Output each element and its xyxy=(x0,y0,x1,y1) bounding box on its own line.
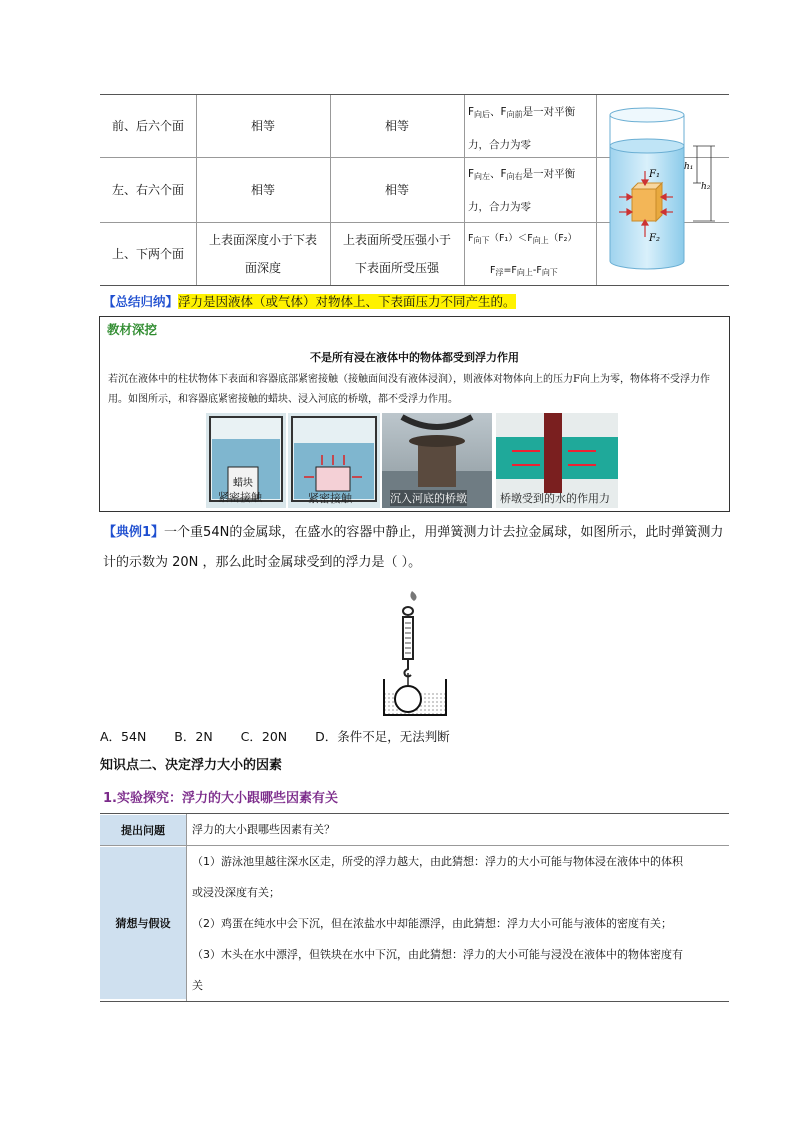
photo-caption: 桥墩受到的水的作用力 xyxy=(500,492,610,505)
example-text: 一个重54N的金属球，在盛水的容器中静止，用弹簧测力计去拉金属球，如图所示，此时弹簧测力计的示数为 20N ，那么此时金属球受到的浮力是（ ）。 xyxy=(103,525,724,570)
wax-label: 蜡块 xyxy=(233,478,253,489)
summary-tag: 【总结归纳】 xyxy=(103,294,179,309)
buoyancy-cube-figure xyxy=(605,101,725,279)
f2-label: F₂ xyxy=(649,233,660,244)
question-text: 浮力的大小跟哪些因素有关？ xyxy=(192,823,335,836)
pressure-table xyxy=(100,94,729,286)
photo-caption: 沉入河底的桥墩 xyxy=(390,492,467,505)
spring-scale-figure xyxy=(376,585,460,717)
row-label: 上、下两个面 xyxy=(111,246,184,261)
hypothesis-label: 猜想与假设 xyxy=(100,847,186,999)
knowledge-point-heading: 知识点二、决定浮力大小的因素 xyxy=(100,758,283,773)
f1-label: F₁ xyxy=(649,169,660,180)
table-cell: 相等 xyxy=(384,119,409,133)
h2-label: h₂ xyxy=(701,182,711,192)
example-1 xyxy=(103,518,733,578)
experiment-table xyxy=(100,813,729,1002)
box-title: 教材深挖 xyxy=(107,322,158,337)
h1-label: h₁ xyxy=(684,162,694,172)
table-cell: 相等 xyxy=(250,119,275,133)
table-cell: $F_{向后}$、$F_{向前}$是一对平衡 力，合力为零 xyxy=(468,106,576,151)
textbook-box xyxy=(99,316,730,512)
photo-bridge-pier xyxy=(382,413,492,508)
table-cell: $F_{向左}$、$F_{向右}$是一对平衡 力，合力为零 xyxy=(468,168,576,213)
table-cell: $F_{向下}(F_1)<F_{向上}(F_2)$ $F_浮=F_{向上}-F_{向下}$ xyxy=(468,233,577,277)
box-subtitle: 不是所有浸在液体中的物体都受到浮力作用 xyxy=(310,351,519,364)
photo-pier-force xyxy=(496,413,618,508)
answer-options xyxy=(100,727,472,745)
photo-close-contact xyxy=(288,413,380,508)
example-tag: 【典例1】 xyxy=(103,525,165,540)
photo-caption: 紧密接触 xyxy=(218,491,262,504)
table-cell: 上表面深度小于下表 面深度 xyxy=(208,232,317,275)
hypothesis-text: （1）游泳池里越往深水区走，所受的浮力越大，由此猜想：浮力的大小可能与物体浸在液体中的体积 或浸没深度有关； （2）鸡蛋在纯水中会下沉，但在浓盐水中却能漂浮，由此猜想：浮力大小可能与液体的密度有关； （3）木头在水中漂浮，但铁块在水中下沉，由此猜想：浮力的大小可能与浸没在液体中的物体密度有 关 xyxy=(192,855,683,992)
summary-line xyxy=(103,292,516,310)
option-b[interactable]: B．2N xyxy=(174,729,213,744)
section-heading: 1.实验探究：浮力的大小跟哪些因素有关 xyxy=(103,791,338,806)
table-cell: 相等 xyxy=(250,182,275,197)
table-cell: 上表面所受压强小于 下表面所受压强 xyxy=(342,232,451,275)
option-d[interactable]: D．条件不足，无法判断 xyxy=(315,729,450,744)
summary-text: 浮力是因液体（或气体）对物体上、下表面压力不同产生的。 xyxy=(178,294,516,309)
question-label: 提出问题 xyxy=(100,815,186,845)
photo-caption: 紧密接触 xyxy=(308,492,352,505)
option-c[interactable]: C．20N xyxy=(240,729,288,744)
table-cell: 相等 xyxy=(384,182,409,197)
box-paragraph: 若沉在液体中的柱状物体下表面和容器底部紧密接触（接触面间没有液体浸润），则液体对物体向上的压力F向上为零，物体将不受浮力作用。如图所示，和容器底紧密接触的蜡块、浸入河底的桥墩，都不受浮力作用。 xyxy=(108,374,710,405)
row-label: 左、右六个面 xyxy=(111,182,184,197)
option-a[interactable]: A．54N xyxy=(100,729,147,744)
row-label: 前、后六个面 xyxy=(111,119,184,133)
